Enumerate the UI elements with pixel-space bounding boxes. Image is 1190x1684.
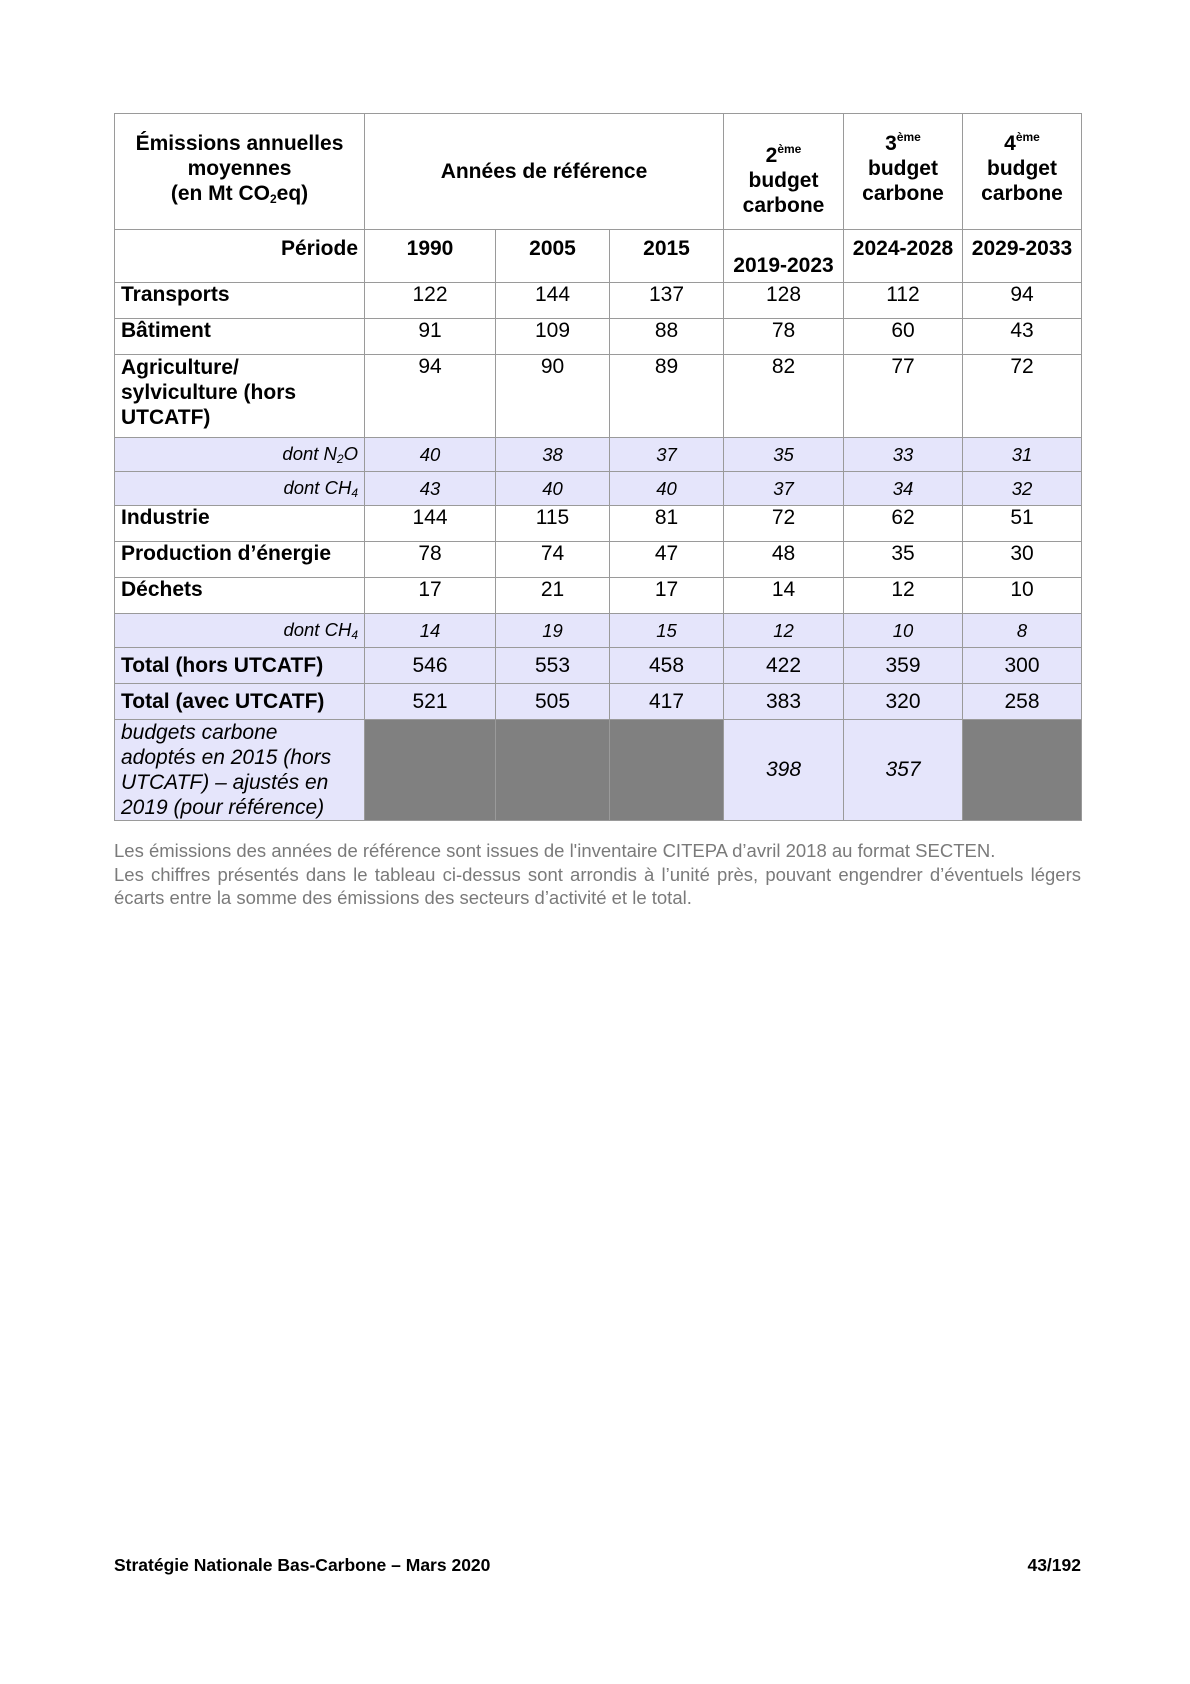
cell-value: 35 (724, 438, 844, 472)
row-label-line: adoptés en 2015 (hors (121, 746, 332, 769)
reference-years-label: Années de référence (440, 159, 648, 183)
header-title-cell (115, 114, 365, 230)
cell-value: 78 (365, 542, 496, 578)
cell-value: 128 (724, 283, 844, 319)
cell-value: 112 (844, 283, 963, 319)
cell-value: 144 (365, 506, 496, 542)
sub-label-subscript: 4 (351, 628, 358, 642)
cell-value: 33 (844, 438, 963, 472)
cell-value: 77 (844, 355, 963, 438)
sub-label-pre: dont CH (283, 477, 352, 498)
cell-value: 505 (496, 684, 610, 720)
row-label: Bâtiment (115, 319, 365, 355)
header-title-line2: moyennes (187, 157, 292, 180)
cell-value: 31 (963, 438, 1082, 472)
footer-page-number: 43/192 (1027, 1555, 1081, 1575)
period-row (115, 230, 1082, 283)
cell-value: 14 (365, 614, 496, 648)
cell-value: 91 (365, 319, 496, 355)
cell-value: 17 (365, 578, 496, 614)
cell-value: 94 (963, 283, 1082, 319)
cell-value: 43 (963, 319, 1082, 355)
table-row-budgets-adoptes (115, 720, 1082, 821)
table-row-total-hors (115, 648, 1082, 684)
budget3-carbone: carbone (862, 182, 944, 205)
cell-value: 12 (844, 578, 963, 614)
sub-label-post: O (343, 443, 358, 464)
header-budget-4 (963, 114, 1082, 230)
cell-value: 34 (844, 472, 963, 506)
budget4-word: budget (987, 157, 1057, 180)
budget4-number: 4 (1004, 132, 1016, 155)
cell-value: 15 (610, 614, 724, 648)
sub-row-label (115, 472, 365, 506)
cell-value: 30 (963, 542, 1082, 578)
cell-value: 144 (496, 283, 610, 319)
budget2-carbone: carbone (742, 194, 825, 217)
cell-value: 82 (724, 355, 844, 438)
cell-value: 546 (365, 648, 496, 684)
table-row-dechets-ch4 (115, 614, 1082, 648)
cell-value: 60 (844, 319, 963, 355)
cell-value: 8 (963, 614, 1082, 648)
cell-value: 72 (963, 355, 1082, 438)
period-2005: 2005 (496, 230, 610, 283)
period-1990: 1990 (365, 230, 496, 283)
row-label-line: UTCATF) – ajustés en (121, 771, 329, 794)
row-label: Déchets (115, 578, 365, 614)
cell-value: 17 (610, 578, 724, 614)
table-row-batiment (115, 319, 1082, 355)
sub-label-subscript: 2 (336, 452, 344, 466)
cell-value: 88 (610, 319, 724, 355)
cell-value: 48 (724, 542, 844, 578)
table-row-transports (115, 283, 1082, 319)
table-row-agriculture (115, 355, 1082, 438)
cell-value: 417 (610, 684, 724, 720)
cell-value: 90 (496, 355, 610, 438)
sub-label-pre: dont N (282, 443, 337, 464)
budget3-number: 3 (885, 132, 897, 155)
sub-label-pre: dont CH (283, 619, 352, 640)
table-row-industrie (115, 506, 1082, 542)
budget4-carbone: carbone (981, 182, 1063, 205)
period-label: Période (115, 230, 365, 283)
row-label: Transports (115, 283, 365, 319)
table-row-production (115, 542, 1082, 578)
cell-value: 422 (724, 648, 844, 684)
header-title-line3-pre: (en Mt CO (170, 182, 270, 205)
cell-value: 14 (724, 578, 844, 614)
cell-value: 40 (610, 472, 724, 506)
table-row-total-avec (115, 684, 1082, 720)
budget2-sup: ème (777, 142, 802, 156)
table-footnote (114, 839, 1081, 910)
cell-value: 109 (496, 319, 610, 355)
cell-value: 74 (496, 542, 610, 578)
cell-value: 37 (724, 472, 844, 506)
cell-value: 458 (610, 648, 724, 684)
gray-cell (610, 720, 724, 821)
header-title-subscript: 2 (269, 192, 277, 206)
budget3-sup: ème (896, 130, 921, 144)
sub-row-label (115, 614, 365, 648)
sub-row-label (115, 438, 365, 472)
row-label-line: budgets carbone (121, 721, 278, 744)
header-title-line3-post: eq) (276, 182, 309, 205)
row-label-line: Agriculture/ (121, 356, 239, 379)
cell-value: 19 (496, 614, 610, 648)
footer-document-title: Stratégie Nationale Bas-Carbone – Mars 2020 (114, 1555, 491, 1575)
cell-value: 62 (844, 506, 963, 542)
cell-value: 320 (844, 684, 963, 720)
cell-value: 51 (963, 506, 1082, 542)
budget4-sup: ème (1015, 130, 1040, 144)
cell-value: 40 (496, 472, 610, 506)
table-row-dechets (115, 578, 1082, 614)
cell-value: 12 (724, 614, 844, 648)
row-label: Total (hors UTCATF) (115, 648, 365, 684)
budget2-word: budget (748, 169, 819, 192)
gray-cell (365, 720, 496, 821)
cell-value: 383 (724, 684, 844, 720)
cell-value: 89 (610, 355, 724, 438)
emissions-table (114, 113, 1082, 821)
row-label-line: sylviculture (hors (121, 381, 297, 404)
row-label-line: 2019 (pour référence) (121, 796, 325, 819)
table-row-agri-ch4 (115, 472, 1082, 506)
gray-cell (963, 720, 1082, 821)
header-budget-3 (844, 114, 963, 230)
cell-value: 38 (496, 438, 610, 472)
cell-value: 32 (963, 472, 1082, 506)
cell-value: 37 (610, 438, 724, 472)
cell-value: 72 (724, 506, 844, 542)
row-label-line: UTCATF) (121, 406, 211, 429)
cell-value: 115 (496, 506, 610, 542)
budgets-adoptes-label (115, 720, 365, 821)
cell-value: 553 (496, 648, 610, 684)
cell-value: 10 (844, 614, 963, 648)
row-label: Total (avec UTCATF) (115, 684, 365, 720)
row-label-agriculture (115, 355, 365, 438)
budget3-word: budget (868, 157, 938, 180)
cell-value: 398 (724, 720, 844, 821)
cell-value: 47 (610, 542, 724, 578)
cell-value: 81 (610, 506, 724, 542)
cell-value: 78 (724, 319, 844, 355)
cell-value: 137 (610, 283, 724, 319)
cell-value: 258 (963, 684, 1082, 720)
cell-value: 357 (844, 720, 963, 821)
cell-value: 359 (844, 648, 963, 684)
period-2015: 2015 (610, 230, 724, 283)
cell-value: 43 (365, 472, 496, 506)
header-title-line1: Émissions annuelles (135, 132, 344, 155)
row-label: Production d’énergie (115, 542, 365, 578)
sub-label-subscript: 4 (351, 486, 358, 500)
footnote-line: Les émissions des années de référence sont issues de l'inventaire CITEPA d’avril 2018 au format SECTEN. (114, 840, 996, 861)
gray-cell (496, 720, 610, 821)
table-row-agri-n2o (115, 438, 1082, 472)
row-label: Industrie (115, 506, 365, 542)
header-reference-years (365, 114, 724, 230)
period-2029-2033: 2029-2033 (963, 230, 1082, 283)
footnote-line: Les chiffres présentés dans le tableau ci-dessus sont arrondis à l’unité près, pouvant engendrer d’éventuels légers écarts entre la somme des émissions des secteurs d’activité et le total. (114, 863, 1081, 908)
cell-value: 10 (963, 578, 1082, 614)
cell-value: 122 (365, 283, 496, 319)
header-budget-2 (724, 114, 844, 230)
cell-value: 35 (844, 542, 963, 578)
cell-value: 40 (365, 438, 496, 472)
cell-value: 21 (496, 578, 610, 614)
cell-value: 521 (365, 684, 496, 720)
cell-value: 300 (963, 648, 1082, 684)
period-2024-2028: 2024-2028 (844, 230, 963, 283)
table-header-row (115, 114, 1082, 230)
period-2019-2023: 2019-2023 (724, 230, 844, 283)
budget2-number: 2 (765, 144, 778, 167)
cell-value: 94 (365, 355, 496, 438)
